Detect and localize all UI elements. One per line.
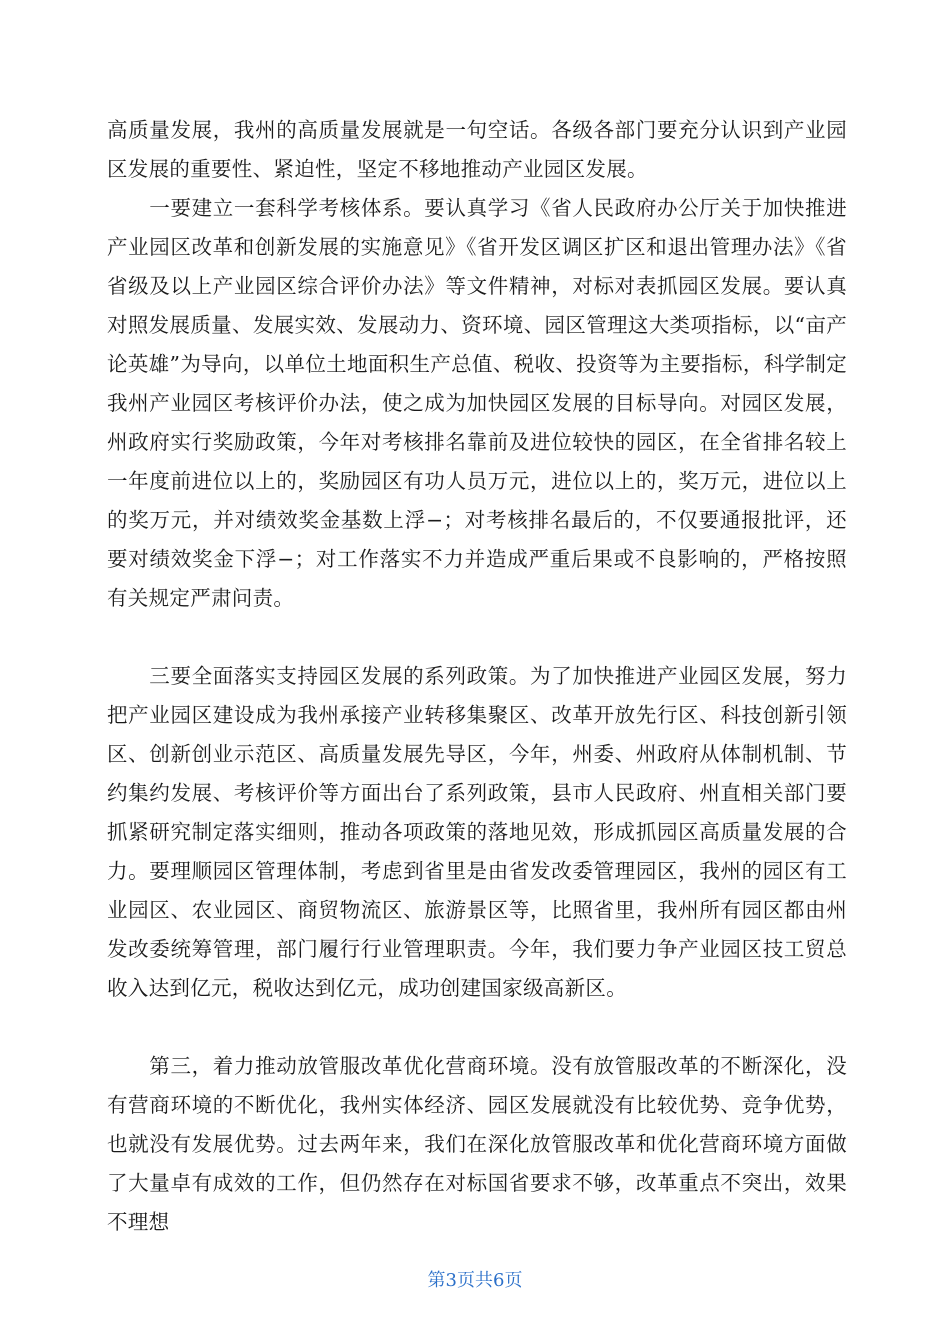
- paragraph-assessment-system: 一要建立一套科学考核体系。要认真学习《省人民政府办公厅关于加快推进产业园区改革和创新发展的实施意见》《省开发区调区扩区和退出管理办法》《省省级及以上产业园区综合评价办法》等文件精神，对标对表抓园区发展。要认真对照发展质量、发展实效、发展动力、资环境、园区管理这大类项指标，以“亩产论英雄”为导向，以单位土地面积生产总值、税收、投资等为主要指标，科学制定我州产业园区考核评价办法，使之成为加快园区发展的目标导向。对园区发展，州政府实行奖励政策，今年对考核排名靠前及进位较快的园区，在全省排名较上一年度前进位以上的，奖励园区有功人员万元，进位以上的，奖万元，进位以上的奖万元，并对绩效奖金基数上浮−；对考核排名最后的，不仅要通报批评，还要对绩效奖金下浮−；对工作落实不力并造成严重后果或不良影响的，严格按照有关规定严肃问责。: [107, 196, 847, 610]
- paragraph-business-environment: 第三，着力推动放管服改革优化营商环境。没有放管服改革的不断深化，没有营商环境的不断优化，我州实体经济、园区发展就没有比较优势、竞争优势，也就没有发展优势。过去两年来，我们在深化放管服改革和优化营商环境方面做了大量卓有成效的工作，但仍然存在对标国省要求不够，改革重点不突出，效果不理想: [107, 1054, 847, 1234]
- paragraph-intro: 高质量发展，我州的高质量发展就是一句空话。各级各部门要充分认识到产业园区发展的重要性、紧迫性，坚定不移地推动产业园区发展。: [107, 118, 847, 181]
- paragraph-park-policies: 三要全面落实支持园区发展的系列政策。为了加快推进产业园区发展，努力把产业园区建设成为我州承接产业转移集聚区、改革开放先行区、科技创新引领区、创新创业示范区、高质量发展先导区，今年，州委、州政府从体制机制、节约集约发展、考核评价等方面出台了系列政策，县市人民政府、州直相关部门要抓紧研究制定落实细则，推动各项政策的落地见效，形成抓园区高质量发展的合力。要理顺园区管理体制，考虑到省里是由省发改委管理园区，我州的园区有工业园区、农业园区、商贸物流区、旅游景区等，比照省里，我州所有园区都由州发改委统筹管理，部门履行行业管理职责。今年，我们要力争产业园区技工贸总收入达到亿元，税收达到亿元，成功创建国家级高新区。: [107, 664, 847, 1000]
- page-number-footer: 第3页共6页: [427, 1270, 523, 1291]
